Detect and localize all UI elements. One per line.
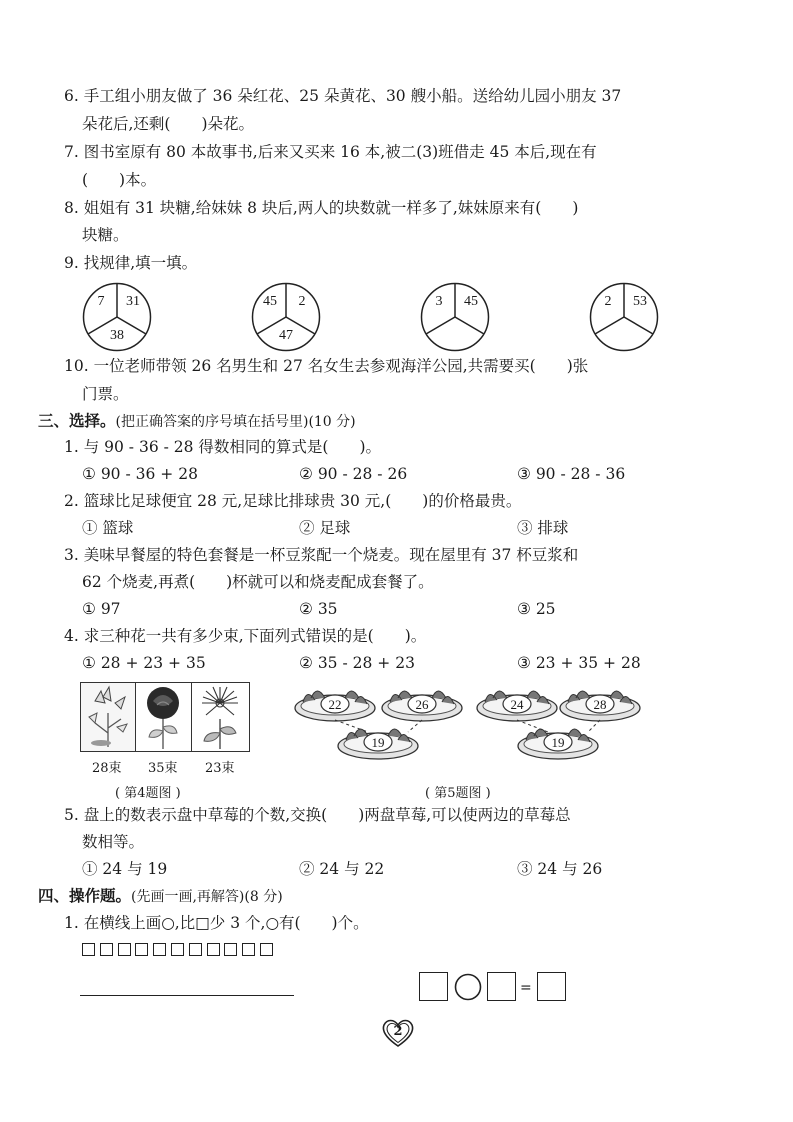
square-shape [82,943,95,956]
square-shape [118,943,131,956]
square-shape [207,943,220,956]
q4-stem: 4. 求三种花一共有多少束,下面列式错误的是( )。 [64,627,427,645]
plate-number: 28 [593,697,607,712]
q2-option-1[interactable]: ① 篮球 [82,519,134,537]
q3-option-2[interactable]: ② 35 [299,600,338,618]
circle-value-c: 38 [110,328,124,343]
q5-option-3[interactable]: ③ 24 与 26 [517,860,603,878]
item-6-line-2: 朵花后,还剩( )朵花。 [82,115,255,133]
square-shape [100,943,113,956]
q2-option-3[interactable]: ③ 排球 [517,519,569,537]
section-3-note: (把正确答案的序号填在括号里)(10 分) [115,414,356,430]
item-10-line-2: 门票。 [82,385,129,403]
section-3-title: 三、选择。 [38,411,116,430]
q3-option-3[interactable]: ③ 25 [517,600,556,618]
circle-value-b: 53 [633,294,647,309]
plate-number: 22 [328,697,342,712]
q1-option-3[interactable]: ③ 90 - 28 - 36 [517,465,626,483]
square-shape [153,943,166,956]
equals-sign: = [520,980,532,996]
circle-value-a: 2 [604,294,612,309]
chrysanthemum-icon [192,683,249,751]
q5-stem-line-1: 5. 盘上的数表示盘中草莓的个数,交换( )两盘草莓,可以使两边的草莓总 [64,806,571,824]
q5-option-1[interactable]: ① 24 与 19 [82,860,168,878]
item-10-line-1: 10. 一位老师带领 26 名男生和 27 名女生去参观海洋公园,共需要买( )张 [64,357,589,375]
plate-number: 19 [551,735,565,750]
plate-number: 19 [371,735,385,750]
plate-number: 24 [510,697,524,712]
lily-icon [81,683,135,751]
circle-value-a: 7 [97,294,105,309]
q4-option-1[interactable]: ① 28 + 23 + 35 [82,654,206,672]
q3-option-1[interactable]: ① 97 [82,600,121,618]
section-4-title: 四、操作题。 [38,886,132,905]
drawing-answer-line[interactable] [80,995,294,996]
q4-option-2[interactable]: ② 35 - 28 + 23 [299,654,415,672]
item-7-line-1: 7. 图书室原有 80 本故事书,后来又买来 16 本,被二(3)班借走 45 本后,现在有 [64,143,597,161]
item-9: 9. 找规律,填一填。 [64,254,198,272]
pattern-circle [420,282,490,352]
flower-cell-rose [136,683,192,751]
figure-4-caption: ( 第4题图 ) [115,786,181,801]
item-7-line-2: ( )本。 [82,171,157,189]
operator-circle-icon[interactable] [454,973,482,1001]
equation-box-2[interactable] [487,972,516,1001]
section-4-note: (先画一画,再解答)(8 分) [131,889,283,905]
q5-option-2[interactable]: ② 24 与 22 [299,860,385,878]
figure-5-caption: ( 第5题图 ) [425,786,491,801]
square-shape [171,943,184,956]
flower-count-chrysanthemum: 23束 [205,761,235,776]
circle-value-b: 45 [464,294,478,309]
circle-value-a: 45 [263,294,277,309]
circle-value-a: 3 [435,294,443,309]
flower-panel [80,682,250,752]
square-row [82,943,282,959]
section-3-heading [38,411,356,432]
q4-option-3[interactable]: ③ 23 + 35 + 28 [517,654,641,672]
square-shape [224,943,237,956]
square-shape [242,943,255,956]
section-4-heading [38,886,283,907]
q5-stem-line-2: 数相等。 [82,833,145,851]
flower-count-lily: 28束 [92,761,122,776]
strawberry-plates-figure [290,682,645,766]
q2-stem: 2. 篮球比足球便宜 28 元,足球比排球贵 30 元,( )的价格最贵。 [64,492,522,510]
pattern-circle [589,282,659,352]
equation-box-3[interactable] [537,972,566,1001]
pattern-circle [82,282,152,352]
circle-value-c: 47 [279,328,293,343]
q1-option-1[interactable]: ① 90 - 36 + 28 [82,465,198,483]
q1-option-2[interactable]: ② 90 - 28 - 26 [299,465,408,483]
pattern-circle [251,282,321,352]
q2-option-2[interactable]: ② 足球 [299,519,351,537]
circle-value-b: 31 [126,294,140,309]
plate-number: 26 [415,697,429,712]
item-8-line-2: 块糖。 [82,226,129,244]
flower-count-rose: 35束 [148,761,178,776]
q1-stem: 1. 与 90 - 36 - 28 得数相同的算式是( )。 [64,438,382,456]
circle-value-b: 2 [298,294,306,309]
flower-cell-chrysanthemum [192,683,249,751]
page-number: 2 [393,1024,403,1039]
q3-stem-line-1: 3. 美味早餐屋的特色套餐是一杯豆浆配一个烧麦。现在屋里有 37 杯豆浆和 [64,546,579,564]
flower-cell-lily [81,683,136,751]
item-8-line-1: 8. 姐姐有 31 块糖,给妹妹 8 块后,两人的块数就一样多了,妹妹原来有( ) [64,199,579,217]
s4-q1-stem: 1. 在横线上画○,比□少 3 个,○有( )个。 [64,914,369,932]
equation-box-1[interactable] [419,972,448,1001]
item-6-line-1: 6. 手工组小朋友做了 36 朵红花、25 朵黄花、30 艘小船。送给幼儿园小朋友 37 [64,87,622,105]
q3-stem-line-2: 62 个烧麦,再煮( )杯就可以和烧麦配成套餐了。 [82,573,434,591]
square-shape [135,943,148,956]
rose-icon [136,683,191,751]
square-shape [260,943,273,956]
square-shape [189,943,202,956]
